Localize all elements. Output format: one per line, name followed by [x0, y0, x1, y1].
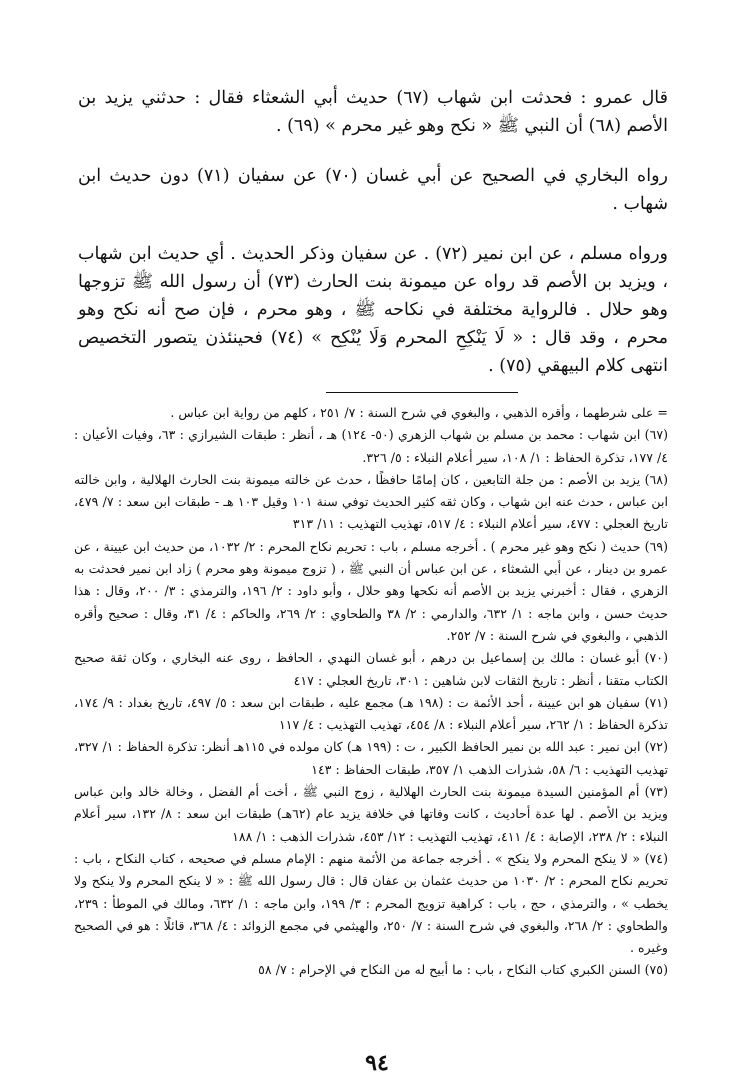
- footnotes: [74, 402, 668, 982]
- footnote: = على شرطهما ، وأقره الذهبي ، والبغوي في شرح السنة : ٧/ ٢٥١ ، كلهم من رواية ابن عباس .: [170, 405, 668, 420]
- main-paragraph: رواه البخاري في الصحيح عن أبي غسان (٧٠) عن سفيان (٧١) دون حديث ابن شهاب .: [78, 166, 668, 214]
- footnote: (٧٤) « لا ينكح المحرم ولا ينكح » . أخرجه جماعة من الأئمة منهم : الإمام مسلم في صحيحه ، كتاب النكاح ، باب : تحريم نكاح المحرم : ٢/ ١٠٣٠ من حديث عثمان بن عفان قال : قال رسول الله ﷺ : « لا ينكح المحرم ولا ينكح ولا يخطب » ، والترمذي ، حج ، باب : كراهية تزويج المحرم : ٣/ ١٩٩، وابن ماجه : ١/ ٦٣٢، ومالك في الموطأ : ٢٣٩، والطحاوي : ٢/ ٢٦٨، والبغوي في شرح السنة : ٧/ ٢٥٠، والهيثمي في مجمع الزوائد : ٤/ ٣٦٨، قائلًا : هو في الصحيح وغيره .: [74, 850, 669, 956]
- footnote: (٦٨) يزيد بن الأصم : من جلة التابعين ، كان إمامًا حافظًا ، حدث عن خالته ميمونة بنت الحارث الهلالية ، وابن خالته ابن عباس ، حدث عنه ابن شهاب ، وكان ثقه كثير الحديث توفي سنة ١٠١ وقيل ١٠٣ هـ - طبقات ابن سعد : ٧/ ٤٧٩، تاريخ العجلي : ٤٧٧، سير أعلام النبلاء : ٤/ ٥١٧، تهذيب التهذيب : ١١/ ٣١٣: [74, 471, 668, 532]
- main-paragraph: ورواه مسلم ، عن ابن نمير (٧٢) . عن سفيان وذكر الحديث . أي حديث ابن شهاب ، ويزيد بن الأصم قد رواه عن ميمونة بنت الحارث (٧٣) أن رسول الله ﷺ تزوجها وهو حلال . فالرواية مختلفة في نكاحه ﷺ ، وهو محرم ، فإن صح أنه نكح وهو محرم ، وقد قال : « لَا يَنْكِحِ المحرم وَلَا يُنْكِح » (٧٤) فحينئذن يتصور التخصيص انتهى كلام البيهقي (٧٥) .: [78, 244, 668, 376]
- main-text: [78, 84, 668, 402]
- footnote: (٦٧) ابن شهاب : محمد بن مسلم بن شهاب الزهري (٥٠- ١٢٤) هـ ، أنظر : طبقات الشيرازي : ٦٣، وفيات الأعيان : ٤/ ١٧٧، تذكرة الحفاظ : ١/ ١٠٨، سير أعلام النبلاء : ٥/ ٣٢٦.: [74, 427, 669, 465]
- footnote-separator: [326, 392, 518, 393]
- footnote: (٧٣) أم المؤمنين السيدة ميمونة بنت الحارث الهلالية ، زوج النبي ﷺ ، أخت أم الفضل ، وخالة خالد وابن عباس ويزيد بن الأصم . لها عدة أحاديث ، كانت وفاتها في خلافة يزيد عام (٦٢هـ) طبقات ابن سعد : ٨/ ١٣٢، سير أعلام النبلاء : ٢/ ٢٣٨، الإصابة : ٤/ ٤١١، تهذيب التهذيب : ١٢/ ٤٥٣، شذرات الذهب : ١/ ١٨٨: [74, 784, 668, 844]
- footnote: (٧٠) أبو غسان : مالك بن إسماعيل بن درهم ، أبو غسان النهدي ، الحافظ ، روى عنه البخاري ، وكان ثقة صحيح الكتاب متقنا ، أنظر : تاريخ الثقات لابن شاهين : ٣٠١، تاريخ العجلي : ٤١٧: [74, 650, 668, 688]
- page-number: ٩٤: [365, 1050, 389, 1076]
- main-paragraph: قال عمرو : فحدثت ابن شهاب (٦٧) حديث أبي الشعثاء فقال : حدثني يزيد بن الأصم (٦٨) أن النبي ﷺ « نكح وهو غير محرم » (٦٩) .: [78, 88, 669, 136]
- footnote: (٧٥) السنن الكبري كتاب النكاح ، باب : ما أبيح له من النكاح في الإحرام : ٧/ ٥٨: [258, 962, 668, 978]
- footnote: (٧١) سفيان هو ابن عيينة ، أحد الأئمة ت : (١٩٨ هـ) مجمع عليه ، طبقات ابن سعد : ٥/ ٤٩٧، تاريخ بغداد : ٩/ ١٧٤، تذكرة الحفاظ : ١/ ٢٦٢، سير أعلام النبلاء : ٨/ ٤٥٤، تهذيب التهذيب : ٤/ ١١٧: [74, 694, 668, 733]
- footnote: (٧٢) ابن نمير : عبد الله بن نمير الحافظ الكبير ، ت : (١٩٩ هـ) كان مولده في ١١٥هـ أنظر: تذكرة الحفاظ : ١/ ٣٢٧، تهذيب التهذيب : ٦/ ٥٨، شذرات الذهب ١/ ٣٥٧، طبقات الحفاظ : ١٤٣: [74, 739, 668, 777]
- footnote: (٦٩) حديث ( نكح وهو غير محرم ) . أخرجه مسلم ، باب : تحريم نكاح المحرم : ٢/ ١٠٣٢، من حديث ابن عيينة ، عن عمرو بن دينار ، عن أبي الشعثاء ، عن ابن عباس أن النبي ﷺ ، ( تزوج ميمونة وهو محرم ) زاد ابن نمير فحدثت به الزهري ، فقال : أخبرني يزيد بن الأصم أنه نكحها وهو حلال ، وأبو داود : ٢/ ١٩٦، والترمذي : ٣/ ٢٠٠، وقال : هذا حديث حسن ، وابن ماجه : ١/ ٦٣٢، والدارمي : ٢/ ٣٨ والطحاوي : ٢/ ٢٦٩، والحاكم : ٤/ ٣١، وقال : صحيح وأقره الذهبي ، والبغوي في شرح السنة : ٧/ ٢٥٢.: [74, 538, 669, 643]
